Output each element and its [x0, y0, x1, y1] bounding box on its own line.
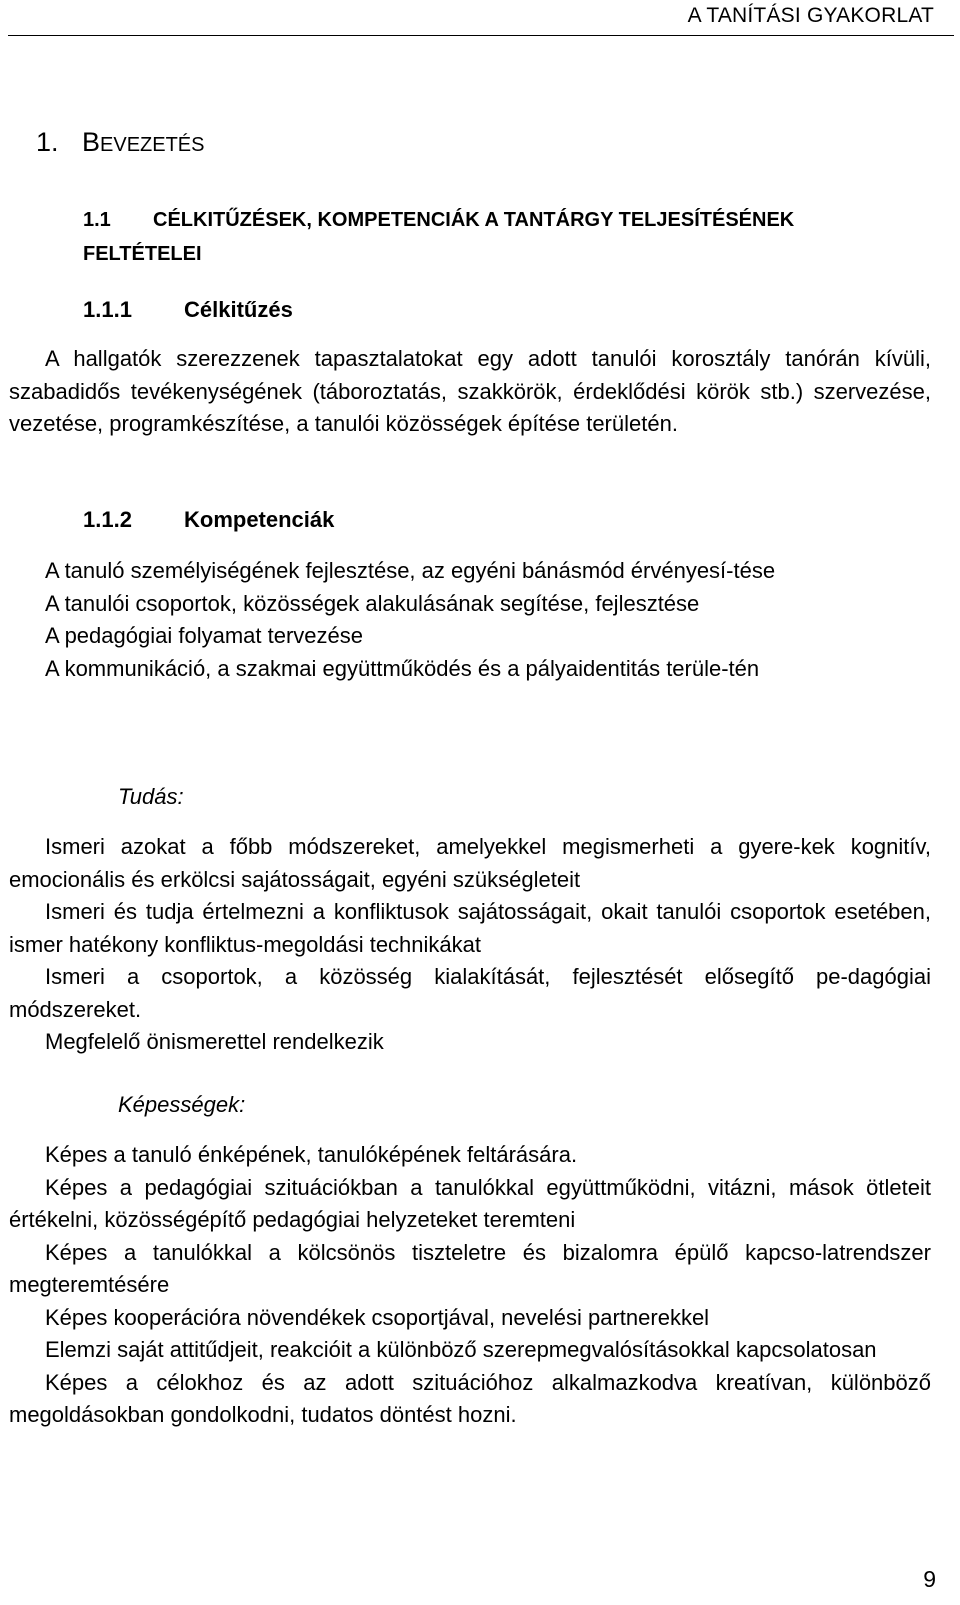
chapter-title-initial: B — [82, 127, 101, 157]
celkituzes-paragraph: A hallgatók szerezzenek tapasztalatokat egy adott tanulói korosztály tanórán kívüli, szabadidős tevékenységének (táboroztatás, szakkörök, érdeklődési körök stb.) szervezése, vezetése, programkészítése, a tanulói közösségek építése területén. — [9, 346, 931, 436]
list-item: Ismeri és tudja értelmezni a konfliktusok sajátosságait, okait tanulói csoportok esetében, ismer hatékony konfliktus-megoldási technikákat — [9, 899, 931, 957]
section-title-part: ÉLKITŰZÉSEK — [167, 209, 307, 231]
kepessegek-label: Képességek: — [118, 1092, 246, 1117]
page-number: 9 — [923, 1566, 936, 1592]
section-title-part: F — [83, 243, 96, 265]
list-item: A pedagógiai folyamat tervezése — [45, 623, 363, 648]
kepessegek-list — [9, 1139, 931, 1432]
list-item: Képes kooperációra növendékek csoportjával, nevelési partnerekkel — [45, 1304, 710, 1330]
chapter-title-rest: EVEZETÉS — [100, 134, 205, 156]
section-title-part: , K — [306, 209, 332, 231]
list-item: A tanuló személyiségének fejlesztése, az egyéni bánásmód érvényesí-tése — [45, 558, 776, 583]
chapter-number: 1. — [36, 127, 59, 157]
list-item: Megfelelő önismerettel rendelkezik — [45, 1029, 384, 1054]
subsection-number: 1.1.1 — [83, 297, 132, 322]
list-item: Ismeri azokat a főbb módszereket, amelyekkel megismerheti a gyere-kek kognitív, emocionális és erkölcsi sajátosságait, egyéni szükségleteit — [9, 834, 931, 892]
section-title-part: ELJESÍTÉSÉNEK — [630, 209, 795, 231]
section-title-part: A T — [479, 209, 515, 231]
running-header: A TANÍTÁSI GYAKORLAT — [687, 4, 934, 27]
section-number: 1.1 — [83, 209, 111, 231]
subsection-heading-celkituzes — [83, 297, 293, 323]
list-item: Képes a tanulókkal a kölcsönös tiszteletre és bizalomra épülő kapcso-latrendszer megteremtésére — [9, 1239, 931, 1297]
subsection-heading-kompetenciak — [83, 507, 334, 533]
list-item: Képes a pedagógiai szituációkban a tanulókkal együttműködni, vitázni, mások ötleteit értékelni, közösségépítő pedagógiai helyzeteket teremteni — [9, 1174, 931, 1232]
subsection-title: Célkitűzés — [184, 297, 293, 322]
section-title-part: ELTÉTELEI — [95, 243, 202, 265]
list-item: Képes a célokhoz és az adott szituációhoz alkalmazkodva kreatívan, különböző megoldásokban gondolkodni, tudatos döntést hozni. — [9, 1369, 931, 1427]
list-item: Ismeri a csoportok, a közösség kialakítását, fejlesztését elősegítő pe-dagógiai módszereket. — [9, 964, 931, 1022]
section-title-part: ANTÁRGY — [514, 209, 614, 231]
chapter-heading — [36, 127, 205, 158]
list-item: Elemzi saját attitűdjeit, reakcióit a különböző szerepmegvalósításokkal kapcsolatosan — [45, 1337, 877, 1362]
tudas-list — [9, 831, 931, 1059]
tudas-label: Tudás: — [118, 784, 184, 809]
section-title-part: C — [153, 209, 168, 231]
section-heading — [83, 203, 803, 271]
subsection-title: Kompetenciák — [184, 507, 335, 532]
subsection-number: 1.1.2 — [83, 507, 132, 532]
header-rule — [8, 35, 954, 36]
section-title-part: T — [613, 209, 631, 231]
list-item: A tanulói csoportok, közösségek alakulásának segítése, fejlesztése — [45, 590, 700, 616]
kompetenciak-list — [9, 555, 931, 685]
list-item: A kommunikáció, a szakmai együttműködés és a pályaidentitás terüle-tén — [45, 655, 760, 681]
list-item: Képes a tanuló énképének, tanulóképének feltárására. — [45, 1142, 578, 1167]
section-title-part: OMPETENCIÁK — [331, 209, 480, 231]
